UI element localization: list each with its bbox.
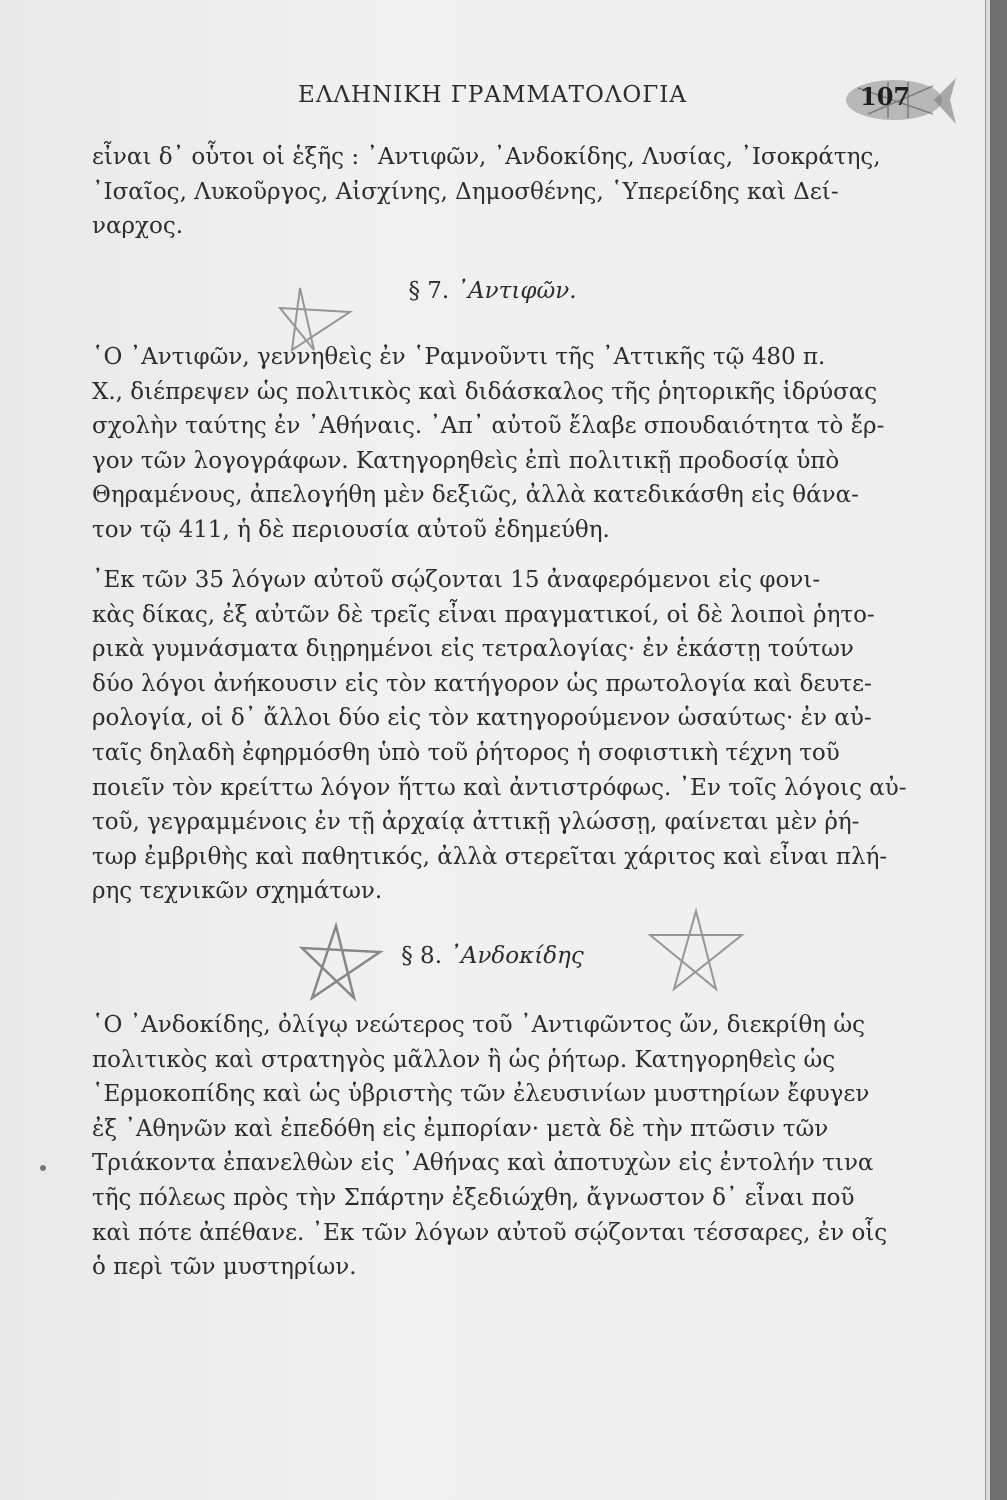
text-line: ῾Ο ᾿Ανδοκίδης, ὀλίγῳ νεώτερος τοῦ ᾿Αντιφῶντος ὤν, διεκρίθη ὡς xyxy=(92,1012,866,1038)
text-line: ὁ περὶ τῶν μυστηρίων. xyxy=(92,1254,357,1281)
text-line: ρικὰ γυμνάσματα διῃρημένοι εἰς τετραλογίας· ἐν ἑκάστῃ τούτων xyxy=(92,636,854,663)
page-number-stamp xyxy=(838,70,958,128)
text-line: ἐξ ᾿Αθηνῶν καὶ ἐπεδόθη εἰς ἐμπορίαν· μετὰ δὲ τὴν πτῶσιν τῶν xyxy=(92,1115,829,1142)
section-7-paragraph-2 xyxy=(92,563,907,909)
text-line: ρης τεχνικῶν σχημάτων. xyxy=(92,878,383,905)
text-line: ποιεῖν τὸν κρείττω λόγον ἥττω καὶ ἀντιστρόφως. ᾿Εν τοῖς λόγοις αὐ- xyxy=(92,774,907,801)
text-line: ρολογία, οἱ δ᾿ ἄλλοι δύο εἰς τὸν κατηγορούμενον ὡσαύτως· ἐν αὐ- xyxy=(92,705,872,732)
text-line: κὰς δίκας, ἐξ αὐτῶν δὲ τρεῖς εἶναι πραγματικοί, οἱ δὲ λοιποὶ ῥητο- xyxy=(92,601,875,628)
section-8-heading xyxy=(0,943,985,969)
page-edge xyxy=(985,0,990,1500)
text-line: Χ., διέπρεψεν ὡς πολιτικὸς καὶ διδάσκαλος τῆς ῥητορικῆς ἱδρύσας xyxy=(92,378,878,405)
pencil-star-icon xyxy=(640,905,750,995)
text-line: Τριάκοντα ἐπανελθὼν εἰς ᾿Αθήνας καὶ ἀποτυχὼν εἰς ἐντολήν τινα xyxy=(92,1150,874,1177)
text-line: εἶναι δ᾿ οὗτοι οἱ ἑξῆς : ᾿Αντιφῶν, ᾿Ανδοκίδης, Λυσίας, ᾿Ισοκράτης, xyxy=(92,144,881,170)
text-line: τωρ ἐμβριθὴς καὶ παθητικός, ἀλλὰ στερεῖται χάριτος καὶ εἶναι πλή- xyxy=(92,843,888,870)
text-line: σχολὴν ταύτης ἐν ᾿Αθήναις. ᾿Απ᾿ αὐτοῦ ἔλαβε σπουδαιότητα τὸ ἔρ- xyxy=(92,413,885,440)
running-header: ΕΛΛΗΝΙΚΗ ΓΡΑΜΜΑΤΟΛΟΓΙΑ xyxy=(298,82,687,108)
text-line: ναρχος. xyxy=(92,213,184,240)
section-7-paragraph-1 xyxy=(92,340,907,548)
ink-dot xyxy=(40,1165,46,1171)
text-line: τον τῷ 411, ἡ δὲ περιουσία αὐτοῦ ἐδημεύθη. xyxy=(92,516,610,543)
text-line: ᾿Ισαῖος, Λυκοῦργος, Αἰσχίνης, Δημοσθένης, ῾Υπερείδης καὶ Δεί- xyxy=(92,178,839,205)
section-number: § 8. xyxy=(401,943,443,969)
text-line: Θηραμένους, ἀπελογήθη μὲν δεξιῶς, ἀλλὰ κατεδικάσθη εἰς θάνα- xyxy=(92,482,859,509)
text-line: ταῖς δηλαδὴ ἐφηρμόσθη ὑπὸ τοῦ ῥήτορος ἡ σοφιστικὴ τέχνη τοῦ xyxy=(92,739,840,766)
text-line: τῆς πόλεως πρὸς τὴν Σπάρτην ἐξεδιώχθη, ἄγνωστον δ᾿ εἶναι ποῦ xyxy=(92,1184,855,1211)
page-number: 107 xyxy=(860,82,911,111)
text-line: τοῦ, γεγραμμένοις ἐν τῇ ἀρχαίᾳ ἀττικῇ γλώσσῃ, φαίνεται μὲν ῥή- xyxy=(92,809,860,836)
section-title: ᾿Ανδοκίδης xyxy=(449,943,584,969)
text-line: πολιτικὸς καὶ στρατηγὸς μᾶλλον ἢ ὡς ῥήτωρ. Κατηγορηθεὶς ὡς xyxy=(92,1046,836,1073)
section-title: ᾿Αντιφῶν. xyxy=(456,278,577,304)
intro-paragraph xyxy=(92,140,907,244)
text-line: δύο λόγοι ἀνήκουσιν εἰς τὸν κατήγορον ὡς πρωτολογία καὶ δευτε- xyxy=(92,670,872,697)
section-number: § 7. xyxy=(408,278,450,304)
text-line: καὶ πότε ἀπέθανε. ᾿Εκ τῶν λόγων αὐτοῦ σῴζονται τέσσαρες, ἐν οἷς xyxy=(92,1219,888,1246)
text-line: ῾Ο ᾿Αντιφῶν, γεννηθεὶς ἐν ῾Ραμνοῦντι τῆς ᾿Αττικῆς τῷ 480 π. xyxy=(92,344,826,370)
pencil-star-icon xyxy=(290,918,390,1008)
section-7-heading xyxy=(0,278,985,304)
text-line: γον τῶν λογογράφων. Κατηγορηθεὶς ἐπὶ πολιτικῇ προδοσίᾳ ὑπὸ xyxy=(92,447,840,474)
text-line: ῾Ερμοκοπίδης καὶ ὡς ὑβριστὴς τῶν ἐλευσινίων μυστηρίων ἔφυγεν xyxy=(92,1081,870,1108)
text-line: ᾿Εκ τῶν 35 λόγων αὐτοῦ σῴζονται 15 ἀναφερόμενοι εἰς φονι- xyxy=(92,567,821,593)
section-8-paragraph-1 xyxy=(92,1008,907,1285)
